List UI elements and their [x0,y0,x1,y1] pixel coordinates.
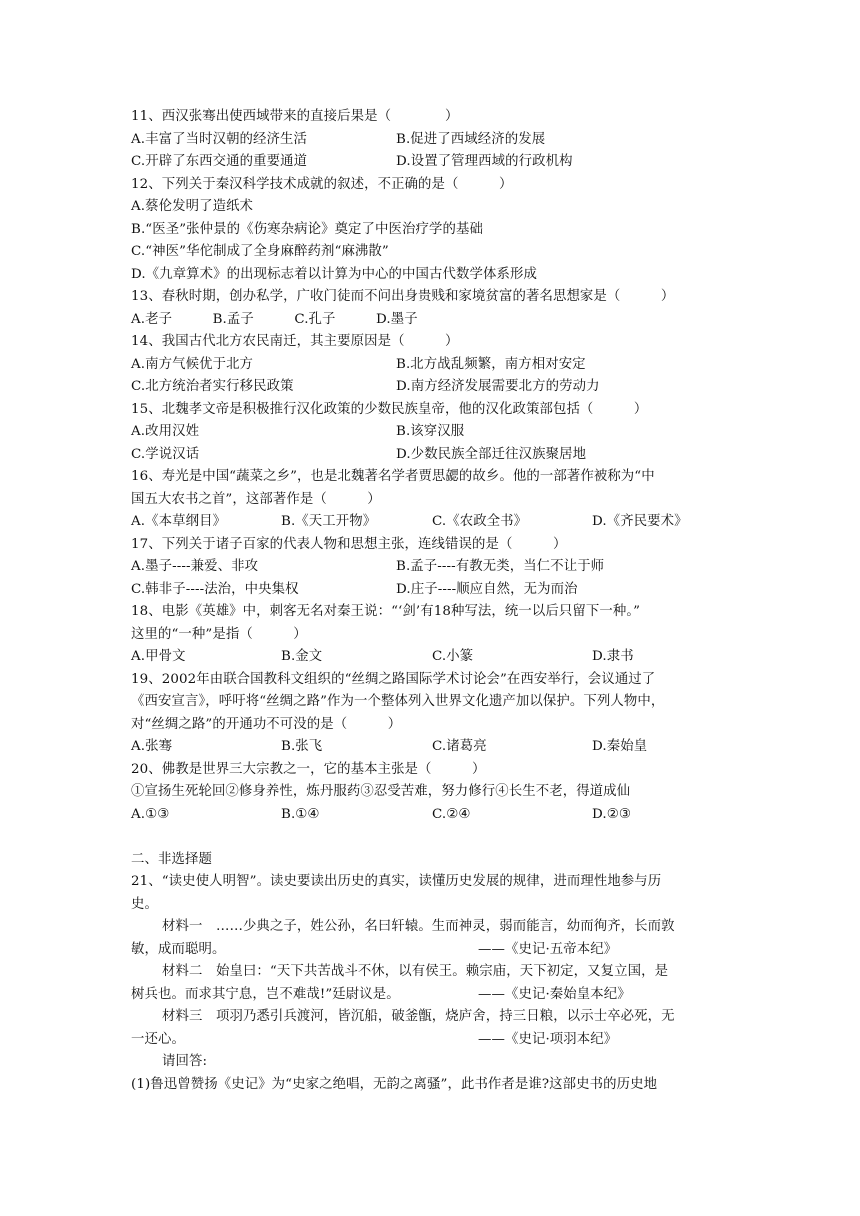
option-d: D.②③ [592,806,631,822]
option-c: C.诸葛亮 [432,739,487,754]
option-left: A.改用汉姓 [131,424,200,439]
text-line: 19、2002年由联合国教科文组织的“丝绸之路国际学术讨论会”在西安举行，会议通过了 [131,671,656,687]
option-left: C.学说汉话 [131,446,200,462]
text-line: 这里的“一种”是指（ ） [131,626,307,642]
text-line: A.老子 B.孟子 C.孔子 D.墨子 [131,311,418,327]
text-line: 二、非选择题 [131,851,212,867]
option-a: A.①③ [131,806,170,822]
text-line: 11、西汉张骞出使西域带来的直接后果是（ ） [131,109,459,124]
option-b: B.张飞 [281,739,323,754]
text-line: 20、佛教是世界三大宗教之一，它的基本主张是（ ） [131,761,486,777]
option-a: A.《本草纲目》 [131,514,227,529]
source-citation: ——《史记·秦始皇本纪》 [478,986,631,1002]
option-d: D.《齐民要术》 [592,514,688,529]
text-line: 请回答: [162,1054,208,1069]
text-line: 《西安宣言》，呼吁将“丝绸之路”作为一个整体列入世界文化遗产加以保护。下列人物中， [131,694,665,709]
option-right: B.促进了西域经济的发展 [396,131,546,147]
option-right: B.孟子----有教无类，当仁不让于师 [396,559,605,574]
text-line: 对“丝绸之路”的开通功不可没的是（ ） [131,716,402,732]
source-citation: ——《史记·项羽本纪》 [478,1031,618,1047]
text-line: 材料一 ……少典之子，姓公孙，名曰轩辕。生而神灵，弱而能言，幼而徇齐，长而敦 [162,919,675,934]
text-line: 12、下列关于秦汉科学技术成就的叙述，不正确的是（ ） [131,176,513,192]
text-line: B.“医圣”张仲景的《伤寒杂病论》奠定了中医治疗学的基础 [131,221,483,237]
text-line: 一还心。 [131,1031,185,1047]
text-line: A.蔡伦发明了造纸术 [131,199,254,214]
text-line: 树兵也。而求其宁息，岂不难哉!”廷尉议是。 [131,986,400,1002]
text-line: 15、北魏孝文帝是积极推行汉化政策的少数民族皇帝，他的汉化政策部包括（ ） [131,401,648,417]
option-d: D.隶书 [592,649,634,664]
option-d: D.秦始皇 [592,739,648,754]
text-line: 17、下列关于诸子百家的代表人物和思想主张，连线错误的是（ ） [131,536,567,552]
option-right: D.南方经济发展需要北方的劳动力 [396,379,600,394]
text-line: 16、寿光是中国“蔬菜之乡”，也是北魏著名学者贾思勰的故乡。他的一部著作被称为“中 [131,469,655,484]
text-line: (1)鲁迅曾赞扬《史记》为“史家之绝唱，无韵之离骚”，此书作者是谁?这部史书的历史地 [131,1076,658,1092]
option-left: A.南方气候优于北方 [131,356,254,372]
option-left: C.北方统治者实行移民政策 [131,379,294,394]
option-b: B.《天工开物》 [281,514,377,529]
text-line: 21、“读史使人明智”。读史要读出历史的真实，读懂历史发展的规律，进而理性地参与历 [131,874,662,889]
text-line: ①宣扬生死轮回②修身养性，炼丹服药③忍受苦难，努力修行④长生不老，得道成仙 [131,784,631,799]
text-line: 18、电影《英雄》中，刺客无名对秦王说：“‘剑’有18种写法，统一以后只留下一种。” [131,604,641,619]
option-b: B.金文 [281,649,323,664]
text-line: 国五大农书之首”，这部著作是（ ） [131,491,381,507]
text-line: C.“神医”华佗制成了全身麻醉药剂“麻沸散” [131,244,389,259]
option-right: D.庄子----顺应自然，无为而治 [396,581,578,597]
text-line: 13、春秋时期，创办私学，广收门徒而不问出身贵贱和家境贫富的著名思想家是（ ） [131,289,675,304]
option-left: C.开辟了东西交通的重要通道 [131,154,308,169]
text-line: 材料二 始皇曰：“天下共苦战斗不休，以有侯王。赖宗庙，天下初定，又复立国，是 [162,964,669,979]
option-a: A.甲骨文 [131,649,186,664]
text-line: 敏，成而聪明。 [131,941,226,957]
option-c: C.《农政全书》 [432,514,528,529]
option-c: C.②④ [432,806,471,822]
option-left: C.韩非子----法治，中央集权 [131,581,299,597]
option-right: B.北方战乱频繁，南方相对安定 [396,356,586,372]
option-a: A.张骞 [131,739,173,754]
option-b: B.①④ [281,806,320,822]
option-right: B.该穿汉服 [396,424,465,439]
option-right: D.设置了管理西域的行政机构 [396,154,573,169]
option-right: D.少数民族全部迁往汉族聚居地 [396,446,587,462]
option-left: A.丰富了当时汉朝的经济生活 [131,131,308,147]
text-line: D.《九章算术》的出现标志着以计算为中心的中国古代数学体系形成 [131,266,537,282]
option-left: A.墨子----兼爱、非攻 [131,559,259,574]
text-line: 材料三 项羽乃悉引兵渡河，皆沉船，破釜甑，烧庐舍，持三日粮，以示士卒必死，无 [162,1009,675,1024]
text-line: 史。 [131,896,158,912]
text-line: 14、我国古代北方农民南迁，其主要原因是（ ） [131,334,459,349]
option-c: C.小篆 [432,649,474,664]
source-citation: ——《史记·五帝本纪》 [478,941,618,957]
